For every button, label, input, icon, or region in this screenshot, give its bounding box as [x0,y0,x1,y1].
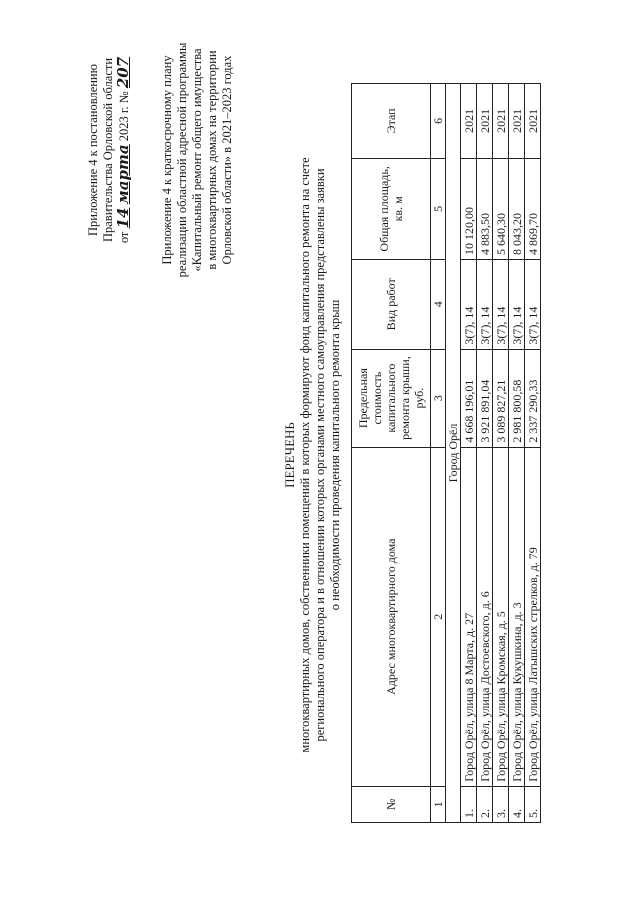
annex-line-1: Приложение 4 к постановлению [86,64,100,236]
row-area: 10 120,00 [461,158,477,259]
column-numbers-row [431,84,446,823]
row-area: 4 883,50 [477,158,493,259]
column-number: 3 [431,349,446,447]
row-address: Город Орёл, улица Достоевского, д. 6 [477,447,493,786]
annex-date-prefix: от [117,231,131,244]
annex-line-2: Правительства Орловской области [101,57,115,243]
column-number: 4 [431,260,446,350]
row-cost: 4 668 196,01 [461,349,477,447]
row-work-type: 3(7), 14 [509,260,525,350]
row-work-type: 3(7), 14 [493,260,509,350]
title-line-2: регионального оператора и в отношении которых органами местного самоуправления представлены заявки [313,168,327,742]
city-group-row [446,84,461,823]
table-row [461,84,477,823]
row-address: Город Орёл, улица Кукушкина, д. 3 [509,447,525,786]
table-row [509,84,525,823]
row-cost: 3 089 827,21 [493,349,509,447]
handwritten-date-day: 14 [114,207,132,229]
row-stage: 2021 [477,84,493,159]
row-cost: 2 981 800,58 [509,349,525,447]
table-row [493,84,509,823]
row-number: 3. [493,786,509,822]
title-line-3: о необходимости проведения капитального ремонта крыш [328,299,342,611]
annex-header [86,50,132,250]
row-area: 4 869,70 [525,158,541,259]
houses-table [351,83,541,823]
table-header-row [352,84,431,823]
annex-plan-line-2: реализации областной адресной программы [175,42,189,278]
row-number: 5. [525,786,541,822]
handwritten-doc-number: 207 [114,56,132,89]
header-stage: Этап [352,84,431,159]
row-stage: 2021 [509,84,525,159]
header-num: № [352,786,431,822]
city-name: Город Орёл [446,84,461,823]
row-number: 2. [477,786,493,822]
document-title [282,95,343,815]
row-cost: 3 921 891,04 [477,349,493,447]
annex-plan-line-4: в многоквартирных домах на территории [205,50,219,270]
table-row [477,84,493,823]
column-number: 2 [431,447,446,786]
column-number: 5 [431,158,446,259]
row-cost: 2 337 290,33 [525,349,541,447]
row-stage: 2021 [493,84,509,159]
row-number: 1. [461,786,477,822]
title-line-1: многоквартирных домов, собственники помещений в которых формируют фонд капитального ремонта на счете [298,157,312,753]
annex-plan-line-5: Орловской области» в 2021–2023 годах [220,55,234,265]
row-stage: 2021 [461,84,477,159]
row-work-type: 3(7), 14 [525,260,541,350]
annex-line-3 [116,50,132,250]
column-number: 6 [431,84,446,159]
annex-date-year: 2023 г. № [117,91,131,142]
table-row [525,84,541,823]
header-cost: Предельная стоимость капитального ремонта крыши, руб. [352,349,431,447]
row-address: Город Орёл, улица Кромская, д. 5 [493,447,509,786]
annex-plan-header [160,40,235,280]
header-address: Адрес многоквартирного дома [352,447,431,786]
row-area: 5 640,30 [493,158,509,259]
column-number: 1 [431,786,446,822]
header-area: Общая площадь, кв. м [352,158,431,259]
title-heading: ПЕРЕЧЕНЬ [282,422,297,488]
annex-plan-line-1: Приложение 4 к краткосрочному плану [160,55,174,265]
header-work-type: Вид работ [352,260,431,350]
row-number: 4. [509,786,525,822]
row-work-type: 3(7), 14 [477,260,493,350]
annex-plan-line-3: «Капитальный ремонт общего имущества [190,48,204,272]
row-stage: 2021 [525,84,541,159]
row-address: Город Орёл, улица Латышских стрелков, д. 79 [525,447,541,786]
row-area: 8 043,20 [509,158,525,259]
row-address: Город Орёл, улица 8 Марта, д. 27 [461,447,477,786]
row-work-type: 3(7), 14 [461,260,477,350]
handwritten-date-month: марта [114,144,132,205]
